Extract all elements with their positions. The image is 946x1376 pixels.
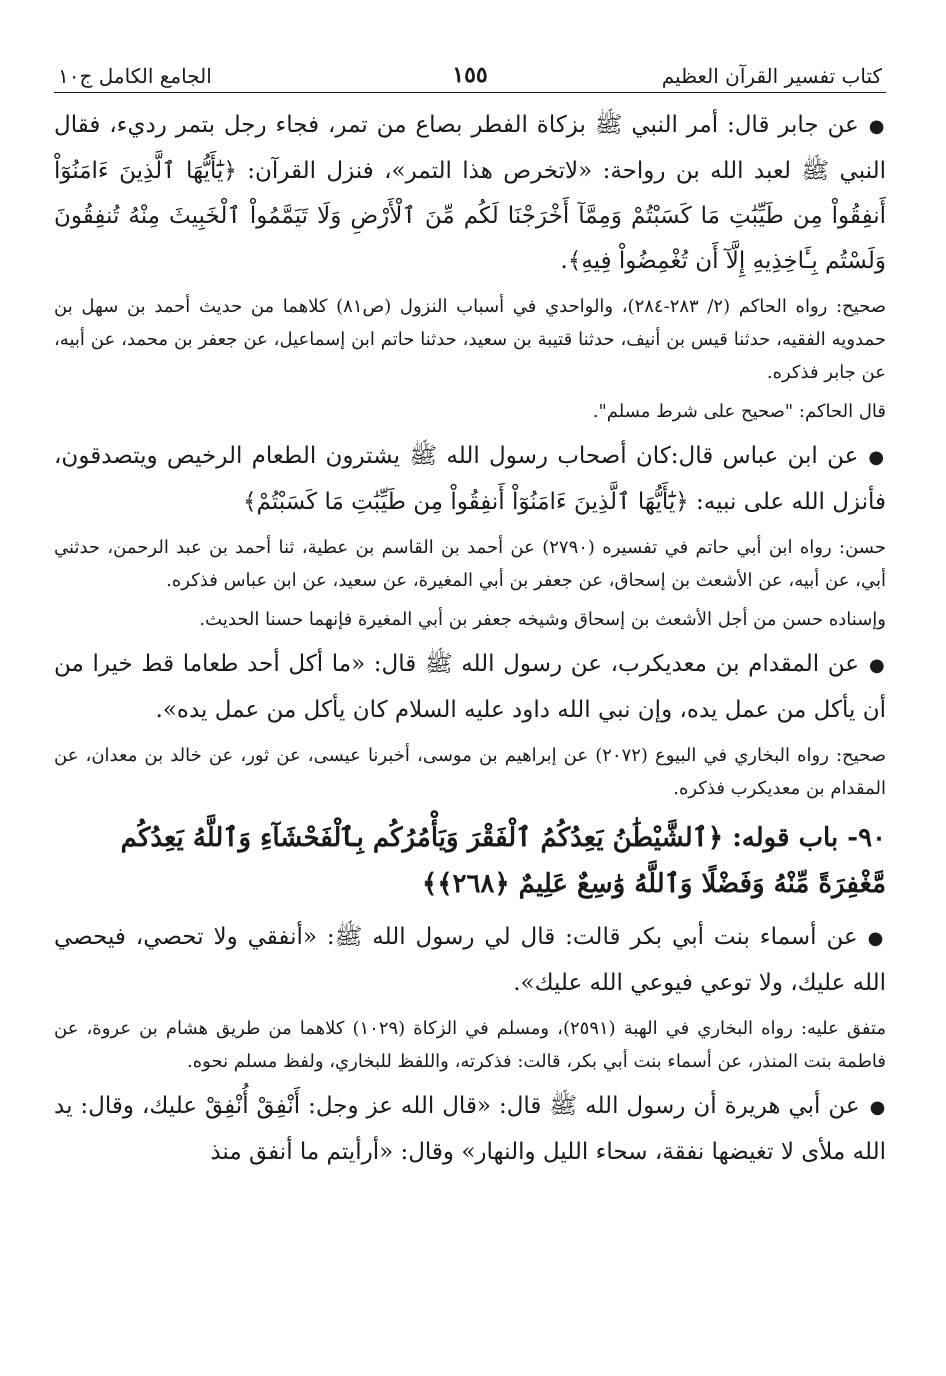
hadith-paragraph — [54, 1084, 886, 1175]
takhrij-note: صحيح: رواه الحاكم (٢/ ٢٨٣-٢٨٤)، والواحدي في أسباب النزول (ص٨١) كلاهما من حديث أحمد بن سهل بن حمدويه الفقيه، حدثنا قيس بن أنيف، حدثنا قتيبة بن سعيد، حدثنا حاتم ابن إسماعيل، عن جعفر بن محمد، عن أبيه، عن جابر فذكره. — [54, 296, 886, 383]
takhrij-note: وإسناده حسن من أجل الأشعث بن إسحاق وشيخه جعفر بن أبي المغيرة فإنهما حسنا الحديث. — [199, 609, 886, 630]
hadith-text: عن أسماء بنت أبي بكر قالت: قال لي رسول الله ﷺ: «أنفقي ولا تحصي، فيحصي الله عليك، ولا توعي فيوعي الله عليك». — [54, 924, 886, 996]
hadith-paragraph — [54, 642, 886, 733]
takhrij-note: متفق عليه: رواه البخاري في الهبة (٢٥٩١)، ومسلم في الزكاة (١٠٢٩) كلاهما من طريق هشام بن عروة، عن فاطمة بنت المنذر، عن أسماء بنت أبي بكر، قالت: فذكرته، واللفظ للبخاري، ولفظ مسلم نحوه. — [54, 1018, 887, 1072]
bullet-icon: ● — [869, 1097, 886, 1118]
hadith-text: عن جابر قال: أمر النبي ﷺ بزكاة الفطر بصاع من تمر، فجاء رجل بتمر رديء، فقال النبي ﷺ لعبد الله بن رواحة: «لاتخرص هذا التمر»، فنزل القرآن: ﴿يَٰٓأَيُّهَا ٱلَّذِينَ ءَامَنُوٓاْ أَنفِقُواْ مِن طَيِّبَٰتِ مَا كَسَبْتُمْ وَمِمَّآ أَخْرَجْنَا لَكُم مِّنَ ٱلْأَرْضِ وَلَا تَيَمَّمُواْ ٱلْخَبِيثَ مِنْهُ تُنفِقُونَ وَلَسْتُم بِـَٔاخِذِيهِ إِلَّآ أَن تُغْمِضُواْ فِيهِ﴾. — [54, 112, 886, 274]
series-volume: الجامع الكامل ج١٠ — [58, 64, 212, 88]
page-number: ١٥٥ — [452, 62, 488, 88]
page-header — [54, 52, 886, 93]
hadith-paragraph — [54, 103, 886, 284]
page-content — [54, 103, 886, 1175]
chapter-heading: ٩٠- باب قوله: ﴿ٱلشَّيْطَٰنُ يَعِدُكُمُ ٱلْفَقْرَ وَيَأْمُرُكُم بِٱلْفَحْشَآءِ وَٱللَّهُ يَعِدُكُم مَّغْفِرَةً مِّنْهُ وَفَضْلًا وَٱللَّهُ وَٰسِعٌ عَلِيمٌ ﴿٢٦٨﴾﴾ — [120, 823, 886, 899]
takhrij-note: حسن: رواه ابن أبي حاتم في تفسيره (٢٧٩٠) عن أحمد بن القاسم بن عطية، ثنا أحمد بن عبد الرحمن، حدثني أبي، عن أبيه، عن الأشعث بن إسحاق، عن جعفر بن أبي المغيرة، عن سعيد، عن ابن عباس فذكره. — [54, 537, 886, 591]
bullet-icon: ● — [868, 655, 886, 676]
bullet-icon: ● — [868, 447, 886, 468]
takhrij-note: صحيح: رواه البخاري في البيوع (٢٠٧٢) عن إبراهيم بن موسى، أخبرنا عيسى، عن ثور، عن خالد بن معدان، عن المقدام بن معديكرب فذكره. — [54, 745, 887, 799]
bullet-icon: ● — [868, 116, 886, 137]
hadith-text: عن أبي هريرة أن رسول الله ﷺ قال: «قال الله عز وجل: أَنْفِقْ أُنْفِقْ عليك، وقال: يد الله ملأى لا تغيضها نفقة، سحاء الليل والنهار» وقال: «أرأيتم ما أنفق منذ — [54, 1093, 886, 1165]
takhrij-note: قال الحاكم: "صحيح على شرط مسلم". — [592, 401, 886, 422]
hadith-paragraph — [54, 434, 886, 525]
book-title: كتاب تفسير القرآن العظيم — [661, 64, 882, 88]
hadith-paragraph — [54, 915, 886, 1006]
hadith-text: عن المقدام بن معديكرب، عن رسول الله ﷺ قال: «ما أكل أحد طعاما قط خيرا من أن يأكل من عمل يده، وإن نبي الله داود عليه السلام كان يأكل من عمل يده». — [54, 651, 886, 723]
hadith-text: عن ابن عباس قال:كان أصحاب رسول الله ﷺ يشترون الطعام الرخيص ويتصدقون، فأنزل الله على نبيه: ﴿يَٰٓأَيُّهَا ٱلَّذِينَ ءَامَنُوٓاْ أَنفِقُواْ مِن طَيِّبَٰتِ مَا كَسَبْتُمْ﴾ — [54, 443, 886, 515]
bullet-icon: ● — [867, 928, 886, 949]
